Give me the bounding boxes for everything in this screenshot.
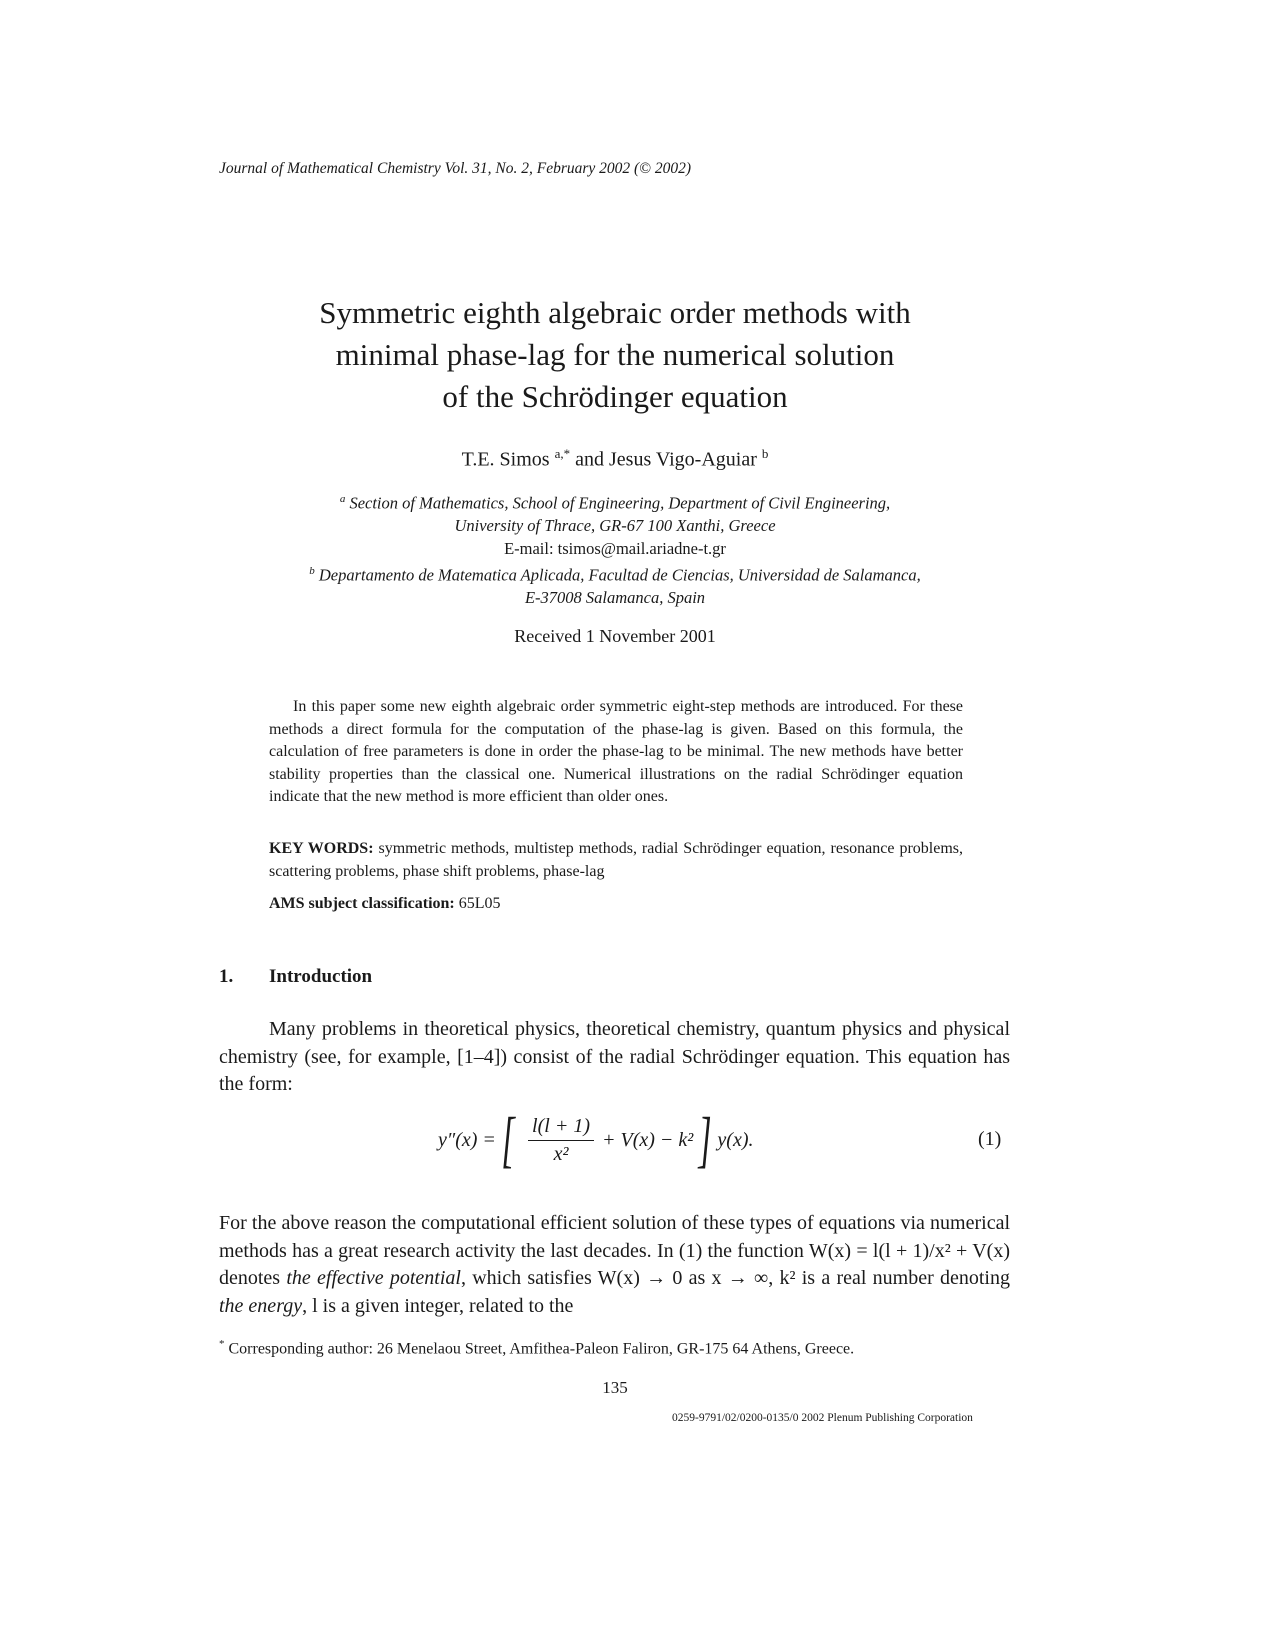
right-bracket: ] <box>698 1106 712 1174</box>
section-title: Introduction <box>269 966 373 987</box>
affil-b-line-2: E-37008 Salamanca, Spain <box>524 588 706 607</box>
keywords-label: KEY WORDS: <box>269 840 374 857</box>
fraction-numerator: l(l + 1) <box>528 1115 594 1141</box>
section-number: 1. <box>219 966 234 987</box>
abstract: In this paper some new eighth algebraic order symmetric eight-step methods are introduced. For these methods a direct formula for the computation of the phase-lag is given. Based on this formula, the calculation of free parameters is done in order the phase-lag to be minimal. The new methods have better stability properties than the classical one. Numerical illustrations on the radial Schrödinger equation indicate that the new method is more efficient than older ones. <box>269 698 963 805</box>
footnote <box>219 1338 854 1358</box>
author-2: Jesus Vigo-Aguiar <box>609 448 757 471</box>
equation-number: (1) <box>978 1128 1002 1150</box>
affil-a-mark: a <box>339 493 346 505</box>
author-1: T.E. Simos <box>461 448 550 471</box>
author-1-affil-mark: a,* <box>554 446 571 461</box>
title-line-3: of the Schrödinger equation <box>442 379 788 414</box>
intro-paragraph-1: Many problems in theoretical physics, theoretical chemistry, quantum physics and physical chemistry (see, for example, [1–4]) consist of the radial Schrödinger equation. This equation has the form: <box>219 1018 1010 1095</box>
title-line-2: minimal phase-lag for the numerical solution <box>335 337 895 372</box>
keywords <box>269 838 963 883</box>
affil-a-line-2: University of Thrace, GR-67 100 Xanthi, Greece <box>454 516 776 535</box>
affil-a-line-1: Section of Mathematics, School of Engineering, Department of Civil Engineering, <box>349 493 891 513</box>
title-line-1: Symmetric eighth algebraic order methods with <box>319 295 911 330</box>
para2-text-3: , l is a given integer, related to the <box>302 1294 574 1317</box>
ams-value: 65L05 <box>454 895 501 912</box>
intro-paragraph-2 <box>219 1210 1010 1320</box>
equation-1 <box>0 1100 1275 1180</box>
copyright-line: 0259-9791/02/0200-0135/0 2002 Plenum Publishing Corporation <box>672 1412 973 1424</box>
affil-b-line-1: Departamento de Matematica Aplicada, Facultad de Ciencias, Universidad de Salamanca, <box>318 565 921 585</box>
keywords-text: symmetric methods, multistep methods, radial Schrödinger equation, resonance problems, scattering problems, phase shift problems, phase-lag <box>269 840 963 880</box>
left-bracket: [ <box>501 1106 515 1174</box>
affil-b-mark: b <box>309 565 315 577</box>
page-number: 135 <box>602 1378 628 1397</box>
para2-text-2: , which satisfies W(x) → 0 as x → ∞, k² is a real number denoting <box>460 1267 1010 1289</box>
para2-emphasis-2: the energy <box>219 1294 303 1317</box>
journal-header: Journal of Mathematical Chemistry Vol. 31, No. 2, February 2002 (© 2002) <box>219 160 691 177</box>
para2-emphasis-1: the effective potential <box>286 1267 461 1289</box>
fraction-denominator: x² <box>553 1142 569 1165</box>
ams-label: AMS subject classification: <box>269 895 455 912</box>
ams-classification <box>269 895 501 913</box>
footnote-text: Corresponding author: 26 Menelaou Street, Amfithea-Paleon Faliron, GR-175 64 Athens, Greece. <box>224 1340 855 1358</box>
author-2-affil-mark: b <box>761 446 769 461</box>
section-heading <box>219 966 372 988</box>
equation-fraction <box>528 1115 594 1166</box>
footnote-mark: * <box>219 1338 225 1350</box>
author-list <box>0 446 1230 472</box>
author-conjunction: and <box>570 448 609 471</box>
equation-middle: + V(x) − k² <box>601 1128 694 1151</box>
equation-rhs: y(x). <box>717 1128 754 1151</box>
email: E-mail: tsimos@mail.ariadne-t.gr <box>504 538 726 558</box>
paper-title <box>0 292 1230 418</box>
para2-text-1: For the above reason the computational efficient solution of these types of equations via numerical methods has a great research activity the last decades. In (1) the function W(x) = l(l + 1)/x² + V(x) denotes <box>219 1212 1010 1289</box>
equation-lhs: y″(x) = <box>438 1128 496 1151</box>
received-date: Received 1 November 2001 <box>514 626 716 646</box>
affiliations <box>0 488 1230 610</box>
